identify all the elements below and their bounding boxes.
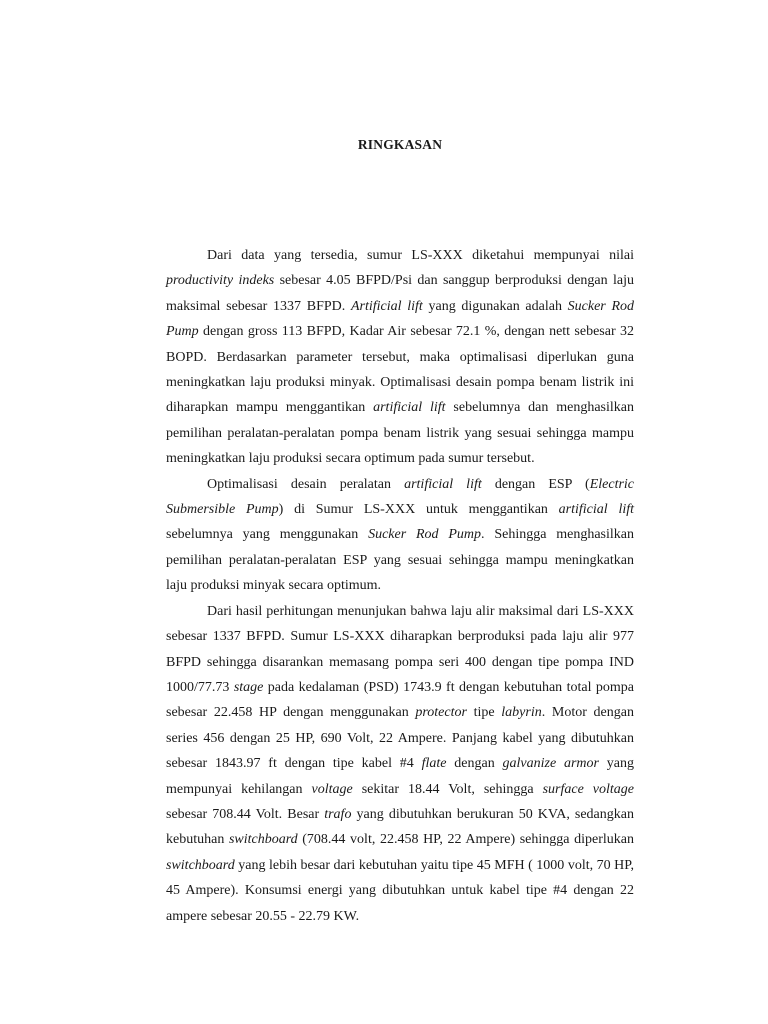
- text-run: Dari hasil perhitungan menunjukan bahwa laju alir maksimal dari LS-XXX sebesar 1337 BFPD. Sumur LS-XXX diharapkan berproduksi pada laju alir 977 BFPD sehingga disarankan memasang pompa seri 400 dengan tipe pompa IND 1000/77.73: [166, 603, 634, 695]
- paragraph-2: [166, 472, 634, 599]
- paragraph-3: [166, 599, 634, 929]
- text-run: . Motor dengan series 456 dengan 25 HP, 690 Volt, 22 Ampere. Panjang kabel yang dibutuhkan sebesar 1843.97 ft dengan tipe kabel #4: [166, 705, 634, 772]
- text-run: yang dibutuhkan berukuran 50 KVA, sedangkan kebutuhan: [166, 806, 634, 848]
- text-run: ) di Sumur LS-XXX untuk menggantikan: [278, 502, 559, 518]
- italic-term: artificial lift: [373, 400, 446, 416]
- text-run: Optimalisasi desain peralatan: [207, 476, 405, 492]
- text-run: Dari data yang tersedia, sumur LS-XXX diketahui mempunyai nilai: [207, 248, 634, 263]
- italic-term: Sucker Rod Pump: [368, 527, 481, 543]
- text-run: sebesar 708.44 Volt. Besar: [166, 806, 325, 822]
- italic-term: galvanize armor: [502, 756, 599, 772]
- italic-term: flate: [421, 756, 447, 772]
- text-run: sebelumnya yang menggunakan: [166, 527, 369, 543]
- text-run: sebelumnya dan menghasilkan pemilihan peralatan-peralatan pompa benam listrik yang sesuai sehingga mampu meningkatkan laju produksi secara optimum pada sumur tersebut.: [166, 400, 635, 467]
- text-run: . Sehingga menghasilkan pemilihan peralatan-peralatan ESP yang sesuai sehingga mampu meningkatkan laju produksi minyak secara optimum.: [166, 527, 634, 594]
- italic-term: switchboard: [166, 857, 235, 873]
- italic-term: labyrin: [501, 705, 542, 721]
- text-run: yang lebih besar dari kebutuhan yaitu tipe 45 MFH ( 1000 volt, 70 HP, 45 Ampere). Konsumsi energi yang dibutuhkan untuk kabel tipe #4 dengan 22 ampere sebesar 20.55 - 22.79 KW.: [166, 857, 634, 924]
- italic-term: protector: [415, 705, 467, 721]
- text-run: dengan ESP (: [481, 476, 590, 492]
- page-title: RINGKASAN: [357, 137, 443, 152]
- italic-term: productivity indeks: [166, 273, 275, 289]
- text-run: pada kedalaman (PSD) 1743.9 ft dengan kebutuhan total pompa sebesar 22.458 HP dengan menggunakan: [166, 679, 634, 721]
- text-run: yang mempunyai kehilangan: [166, 756, 634, 797]
- document-body: [166, 243, 634, 929]
- italic-term: artificial lift: [558, 502, 634, 518]
- text-run: tipe: [466, 705, 502, 721]
- text-run: dengan: [446, 756, 503, 772]
- italic-term: trafo: [324, 806, 352, 822]
- text-run: dengan gross 113 BFPD, Kadar Air sebesar 72.1 %, dengan nett sebesar 32 BOPD. Berdasarkan parameter tersebut, maka optimalisasi diperlukan guna meningkatkan laju produksi minyak. Optimalisasi desain pompa benam listrik ini diharapkan mampu menggantikan: [166, 324, 634, 416]
- text-run: yang digunakan adalah: [422, 298, 568, 314]
- paragraph-1: [166, 243, 634, 472]
- italic-term: stage: [233, 679, 264, 695]
- italic-term: artificial lift: [404, 476, 482, 492]
- text-run: sebesar 4.05 BFPD/Psi dan sanggup berproduksi dengan laju maksimal sebesar 1337 BFPD.: [166, 273, 634, 314]
- italic-term: Artificial lift: [350, 298, 423, 314]
- italic-term: Sucker Rod Pump: [166, 298, 634, 340]
- italic-term: surface voltage: [542, 781, 634, 797]
- italic-term: voltage: [311, 781, 353, 797]
- italic-term: switchboard: [228, 832, 298, 848]
- italic-term: Electric Submersible Pump: [166, 476, 635, 518]
- text-run: sekitar 18.44 Volt, sehingga: [352, 781, 543, 797]
- text-run: (708.44 volt, 22.458 HP, 22 Ampere) sehingga diperlukan: [297, 832, 634, 848]
